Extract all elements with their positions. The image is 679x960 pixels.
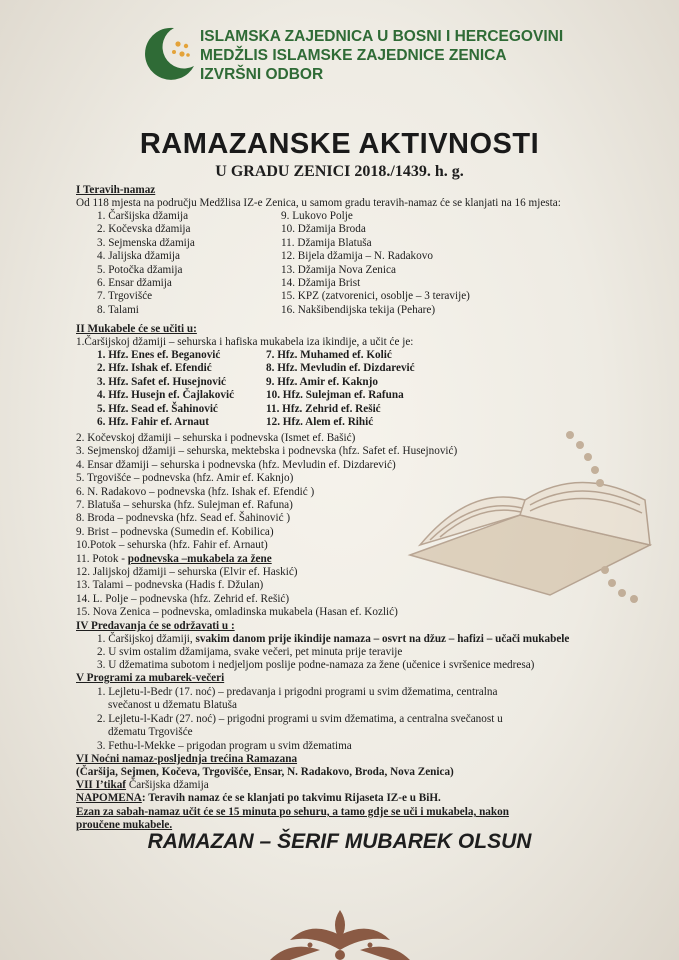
list-item: 2. Hfz. Ishak ef. Efendić [97,362,212,375]
floral-ornament-icon [250,905,430,960]
list-item: 15. Nova Zenica – podnevska, omladinska mukabela (Hasan ef. Kozlić) [76,606,398,619]
list-item: 11. Džamija Blatuša [281,236,372,249]
programi-heading: V Programi za mubarek-večeri [76,672,225,684]
itikaf-text: Čaršijska džamija [126,779,209,791]
mukabele-locations [76,432,457,620]
programi-line: džematu Trgovišće [108,726,193,738]
itikaf-line [76,779,209,792]
list-item: 6. N. Radakovo – podnevska (hfz. Ishak ef. Efendić ) [76,485,315,498]
hafiz-list-right [266,349,415,429]
napomena-line2: Ezan za sabah-namaz učit će se 15 minuta po sehuru, a tamo gdje se uči i mukabela, nakon [76,806,509,818]
mukabele-heading: II Mukabele će se učiti u: [76,323,197,335]
list-item: 8. Talami [97,303,139,316]
itikaf-heading: VII I’tikaf [76,779,127,791]
list-item: 12. Bijela džamija – N. Radakovo [281,250,433,263]
list-item: 8. Hfz. Mevludin ef. Dizdarević [266,362,415,375]
programi-line: 1. Lejletu-l-Bedr (17. noć) – predavanja i prigodni programi u svim džematima, centralna [97,686,498,698]
list-item: 7. Trgovišće [97,290,153,303]
list-item: 9. Hfz. Amir ef. Kaknjo [266,375,378,388]
predavanja-item1-prefix: 1. Čaršijskoj džamiji, [97,633,196,645]
list-item: 10. Džamija Broda [281,223,366,236]
teravih-list-right [281,210,470,317]
list-item: 3. Sejmenskoj džamiji – sehurska, mektebska i podnevska (hfz. Safet ef. Husejnović) [76,445,458,458]
list-item: 12. Jalijskoj džamiji – sehurska (Elvir ef. Haskić) [76,566,298,579]
org-name-line1: ISLAMSKA ZAJEDNICA U BOSNI I HERCEGOVINI [200,28,564,45]
list-item [76,553,457,566]
list-item: 14. Džamija Brist [281,277,361,290]
nocni-heading: VI Noćni namaz-posljednja trećina Ramazana [76,753,298,765]
item11-highlight: podnevska –mukabela za žene [127,552,272,565]
list-item: 2. Kočevska džamija [97,223,191,236]
napomena-line3: proučene mukabele. [76,819,173,831]
mukabele-intro: 1.Čaršijskoj džamiji – sehurska i hafiska mukabela iza ikindije, a učit će je: [76,336,414,348]
programi-line: 2. Lejletu-l-Kadr (27. noć) – prigodni programi u svim džematima, a centralna svečanost u [97,713,503,725]
teravih-heading: I Teravih-namaz [76,184,156,196]
nocni-locations: (Čaršija, Sejmen, Kočeva, Trgovišće, Ensar, N. Radakovo, Broda, Nova Zenica) [76,766,454,778]
page-subtitle: U GRADU ZENICI 2018./1439. h. g. [215,163,464,180]
predavanja-heading: IV Predavanja će se održavati u : [76,620,235,632]
list-item: 8. Broda – podnevska (hfz. Sead ef. Šahinović ) [76,512,291,525]
list-item: 9. Lukovo Polje [281,210,353,222]
list-item: 9. Brist – podnevska (Sumedin ef. Kobilica) [76,525,274,538]
napomena-text: : Teravih namaz će se klanjati po takvimu Rijaseta IZ-e u BiH. [141,792,441,804]
predavanja-item3: 3. U džematima subotom i nedjeljom poslije podne-namaza za žene (učenice i svršenice medresa) [97,659,535,671]
page-title: RAMAZANSKE AKTIVNOSTI [139,128,540,160]
list-item: 1. Čaršijska džamija [97,210,189,222]
list-item: 3. Hfz. Safet ef. Husejnović [97,375,226,388]
list-item: 6. Ensar džamija [97,277,172,290]
list-item: 14. L. Polje – podnevska (hfz. Zehrid ef. Rešić) [76,592,290,605]
org-name-line2: MEDŽLIS ISLAMSKE ZAJEDNICE ZENICA [200,47,507,64]
list-item: 12. Hfz. Alem ef. Rihić [266,416,374,429]
list-item: 4. Ensar džamiji – sehurska i podnevska (hfz. Mevludin ef. Dizdarević) [76,458,396,471]
list-item: 15. KPZ (zatvorenici, osoblje – 3 teravije) [281,290,470,303]
list-item: 10.Potok – sehurska (hfz. Fahir ef. Arnaut) [76,539,268,552]
list-item: 13. Džamija Nova Zenica [281,263,396,276]
predavanja-item2: 2. U svim ostalim džamijama, svake večeri, pet minuta prije teravije [97,646,403,658]
list-item: 3. Sejmenska džamija [97,236,195,249]
predavanja-item1-bold: svakim danom prije ikindije namaza – osvrt na džuz – hafizi – učači mukabele [195,633,570,645]
list-item: 5. Hfz. Sead ef. Šahinović [97,402,218,415]
list-item: 13. Talami – podnevska (Hadis f. Džulan) [76,579,264,592]
list-item: 4. Jalijska džamija [97,250,180,263]
programi-line: 3. Fethu-l-Mekke – prigodan program u svim džematima [97,740,352,752]
hafiz-list-left [97,349,234,429]
napomena-label: NAPOMENA [76,792,142,804]
napomena-line [76,792,441,805]
item11-prefix: 11. Potok - [76,552,128,565]
list-item: 4. Hfz. Husejn ef. Čajlaković [97,389,235,402]
org-name-line3: IZVRŠNI ODBOR [200,66,324,83]
list-item: 2. Kočevskoj džamiji – sehurska i podnevska (Ismet ef. Bašić) [76,432,356,444]
list-item: 16. Nakšibendijska tekija (Pehare) [281,303,436,316]
list-item: 10. Hfz. Sulejman ef. Rafuna [266,389,404,402]
list-item: 1. Hfz. Enes ef. Beganović [97,349,221,361]
teravih-list-left [97,210,195,317]
crescent-logo-icon [138,24,196,82]
predavanja-item1 [97,633,569,646]
list-item: 7. Blatuša – sehurska (hfz. Sulejman ef. Rafuna) [76,499,293,512]
programi-line: svečanost u džematu Blatuša [108,699,237,711]
teravih-intro: Od 118 mjesta na području Medžlisa IZ-e Zenica, u samom gradu teravih-namaz će se klanjati na 16 mjesta: [76,197,561,209]
list-item: 6. Hfz. Fahir ef. Arnaut [97,416,209,429]
footer-greeting: RAMAZAN – ŠERIF MUBAREK OLSUN [147,830,532,853]
list-item: 5. Trgovišće – podnevska (hfz. Amir ef. Kaknjo) [76,472,294,485]
list-item: 7. Hfz. Muhamed ef. Kolić [266,349,392,361]
list-item: 5. Potočka džamija [97,263,183,276]
list-item: 11. Hfz. Zehrid ef. Rešić [266,402,381,415]
